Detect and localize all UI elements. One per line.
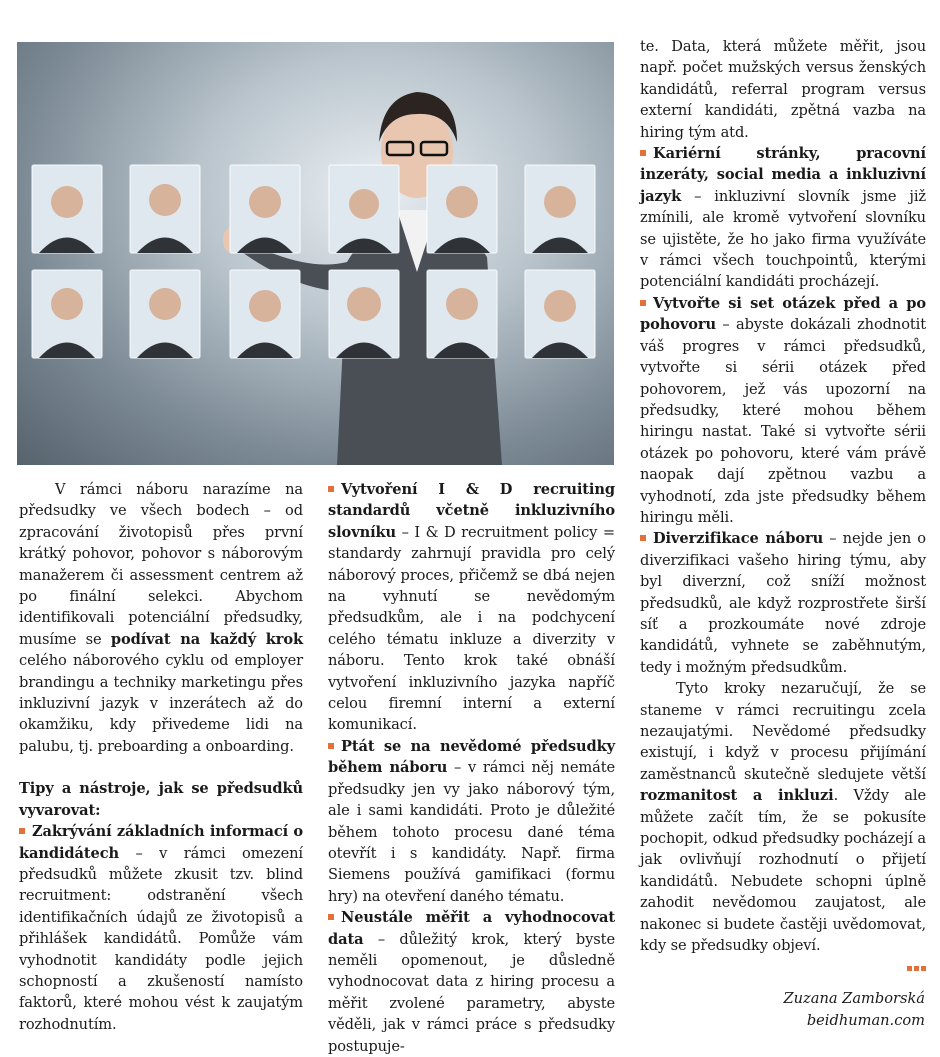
tip-item-interview-questions: Vytvořte si set otázek před a po pohovoru – abyste dokázali zhodnotit váš progres v rámci předsudků, vytvořte si sérii otázek před pohovorem, jež vás upozorní na předsudky, které mohou během hiringu nastat. Také si vytvořte sérii otázek po pohovoru, které vám právě naopak dají zpětnou vazbu a vyhodnotí, zda jste předsudky během hiringu měli. (640, 293, 926, 528)
tip-item-diversify-hiring: Diverzifikace náboru – nejde jen o diverzifikaci vašeho hiring týmu, aby byl diverzní, což sníží možnost předsudků, ale když rozprostřete širší síť a prozkoumáte nové zdroje kandidátů, vyhnete se zaběhnutým, tedy i možným předsudkům. (640, 528, 926, 678)
tip-item-measure-data: Neustále měřit a vyhodnocovat data – důležitý krok, který byste neměli opomenout, je důsledně vyhodnocovat data z hiring procesu a měřit zvolené parametry, abyste věděli, jak v rámci práce s předsudky postupuje- (328, 907, 615, 1057)
author-name: Zuzana Zamborská (783, 990, 925, 1007)
end-of-article-mark (640, 956, 926, 977)
author-website: beidhuman.com (806, 1012, 925, 1029)
tip-item-ask-about-bias: Ptát se na nevědomé předsudky během náboru – v rámci něj nemáte předsudky jen vy jako náborový tým, ale i sami kandidáti. Proto je důležité během tohoto procesu dané téma otevřít i s kandidáty. Např. firma Siemens používá gamifikaci (formu hry) na otevření daného tématu. (328, 736, 615, 907)
article-column-1 (19, 479, 303, 1035)
closing-paragraph: Tyto kroky nezaručují, že se staneme v rámci recruitingu zcela nezaujatými. Nevědomé předsudky existují, i když v procesu přijímání zaměstnanců skutečně sledujete větší rozmanitost a inkluzi. Vždy ale můžete začít tím, že se pokusíte pochopit, odkud předsudky pocházejí a jak ovlivňují rozhodnutí o přijetí kandidátů. Nebudete schopni úplně zahodit nevědomou zaujatost, ale nakonec si budete častěji uvědomovat, kdy se předsudky objeví. (640, 680, 926, 955)
article-signature (784, 988, 925, 1032)
candidate-portraits (32, 165, 595, 358)
measure-data-continuation: te. Data, která můžete měřit, jsou např. počet mužských versus ženských kandidátů, referral program versus externí kandidáti, zpětná vazba na hiring tým atd. (640, 38, 926, 141)
intro-paragraph: V rámci náboru narazíme na předsudky ve všech bodech – od zpracování životopisů přes první krátký pohovor, pohovor s náborovým manažerem či assessment centrem až po finální selekci. Abychom identifikovali potenciální předsudky, musíme se podívat na každý krok celého náborového cyklu od employer brandingu a techniky marketingu přes inkluzivní jazyk v inzerátech až do okamžiku, kdy přivedeme lidi na palubu, tj. preboarding a onboarding. (19, 481, 303, 755)
intro-emphasis: podívat na každý krok (110, 630, 303, 648)
tip-item-career-pages: Kariérní stránky, pracovní inzeráty, social media a inkluzivní jazyk – inkluzivní slovník jsme již zmínili, ale kromě vytvoření slovníku se ujistěte, že ho jako firma využíváte v rámci všech touchpointů, kterými potenciální kandidáti procházejí. (640, 143, 926, 293)
article-column-2 (328, 479, 615, 1057)
article-photo (17, 42, 614, 465)
tips-heading: Tipy a nástroje, jak se předsudků vyvarovat: (19, 780, 303, 819)
tip-item-blind-recruitment: Zakrývání základních informací o kandidátech – v rámci omezení předsudků můžete zkusit tzv. blind recruitment: odstranění všech identifikačních údajů ze životopisů a přihlášek kandidátů. Pomůže vám vyhodnotit kandidáty podle jejich schopností a zkušeností namísto faktorů, které mohou vést k zaujatým rozhodnutím. (19, 821, 303, 1035)
recruiter-with-candidate-portraits-illustration (17, 42, 614, 465)
article-column-3 (640, 36, 926, 978)
tip-item-id-standards: Vytvoření I & D recruiting standardů včetně inkluzivního slovníku – I & D recruitment policy = standardy zahrnují pravidla pro celý náborový proces, přičemž se dbá nejen na vyhnutí se nevědomým předsudkům, ale i na podchycení celého tématu inkluze a diverzity v náboru. Tento krok také obnáší vytvoření inkluzivního jazyka napříč celou firemní interní a externí komunikací. (328, 479, 615, 736)
